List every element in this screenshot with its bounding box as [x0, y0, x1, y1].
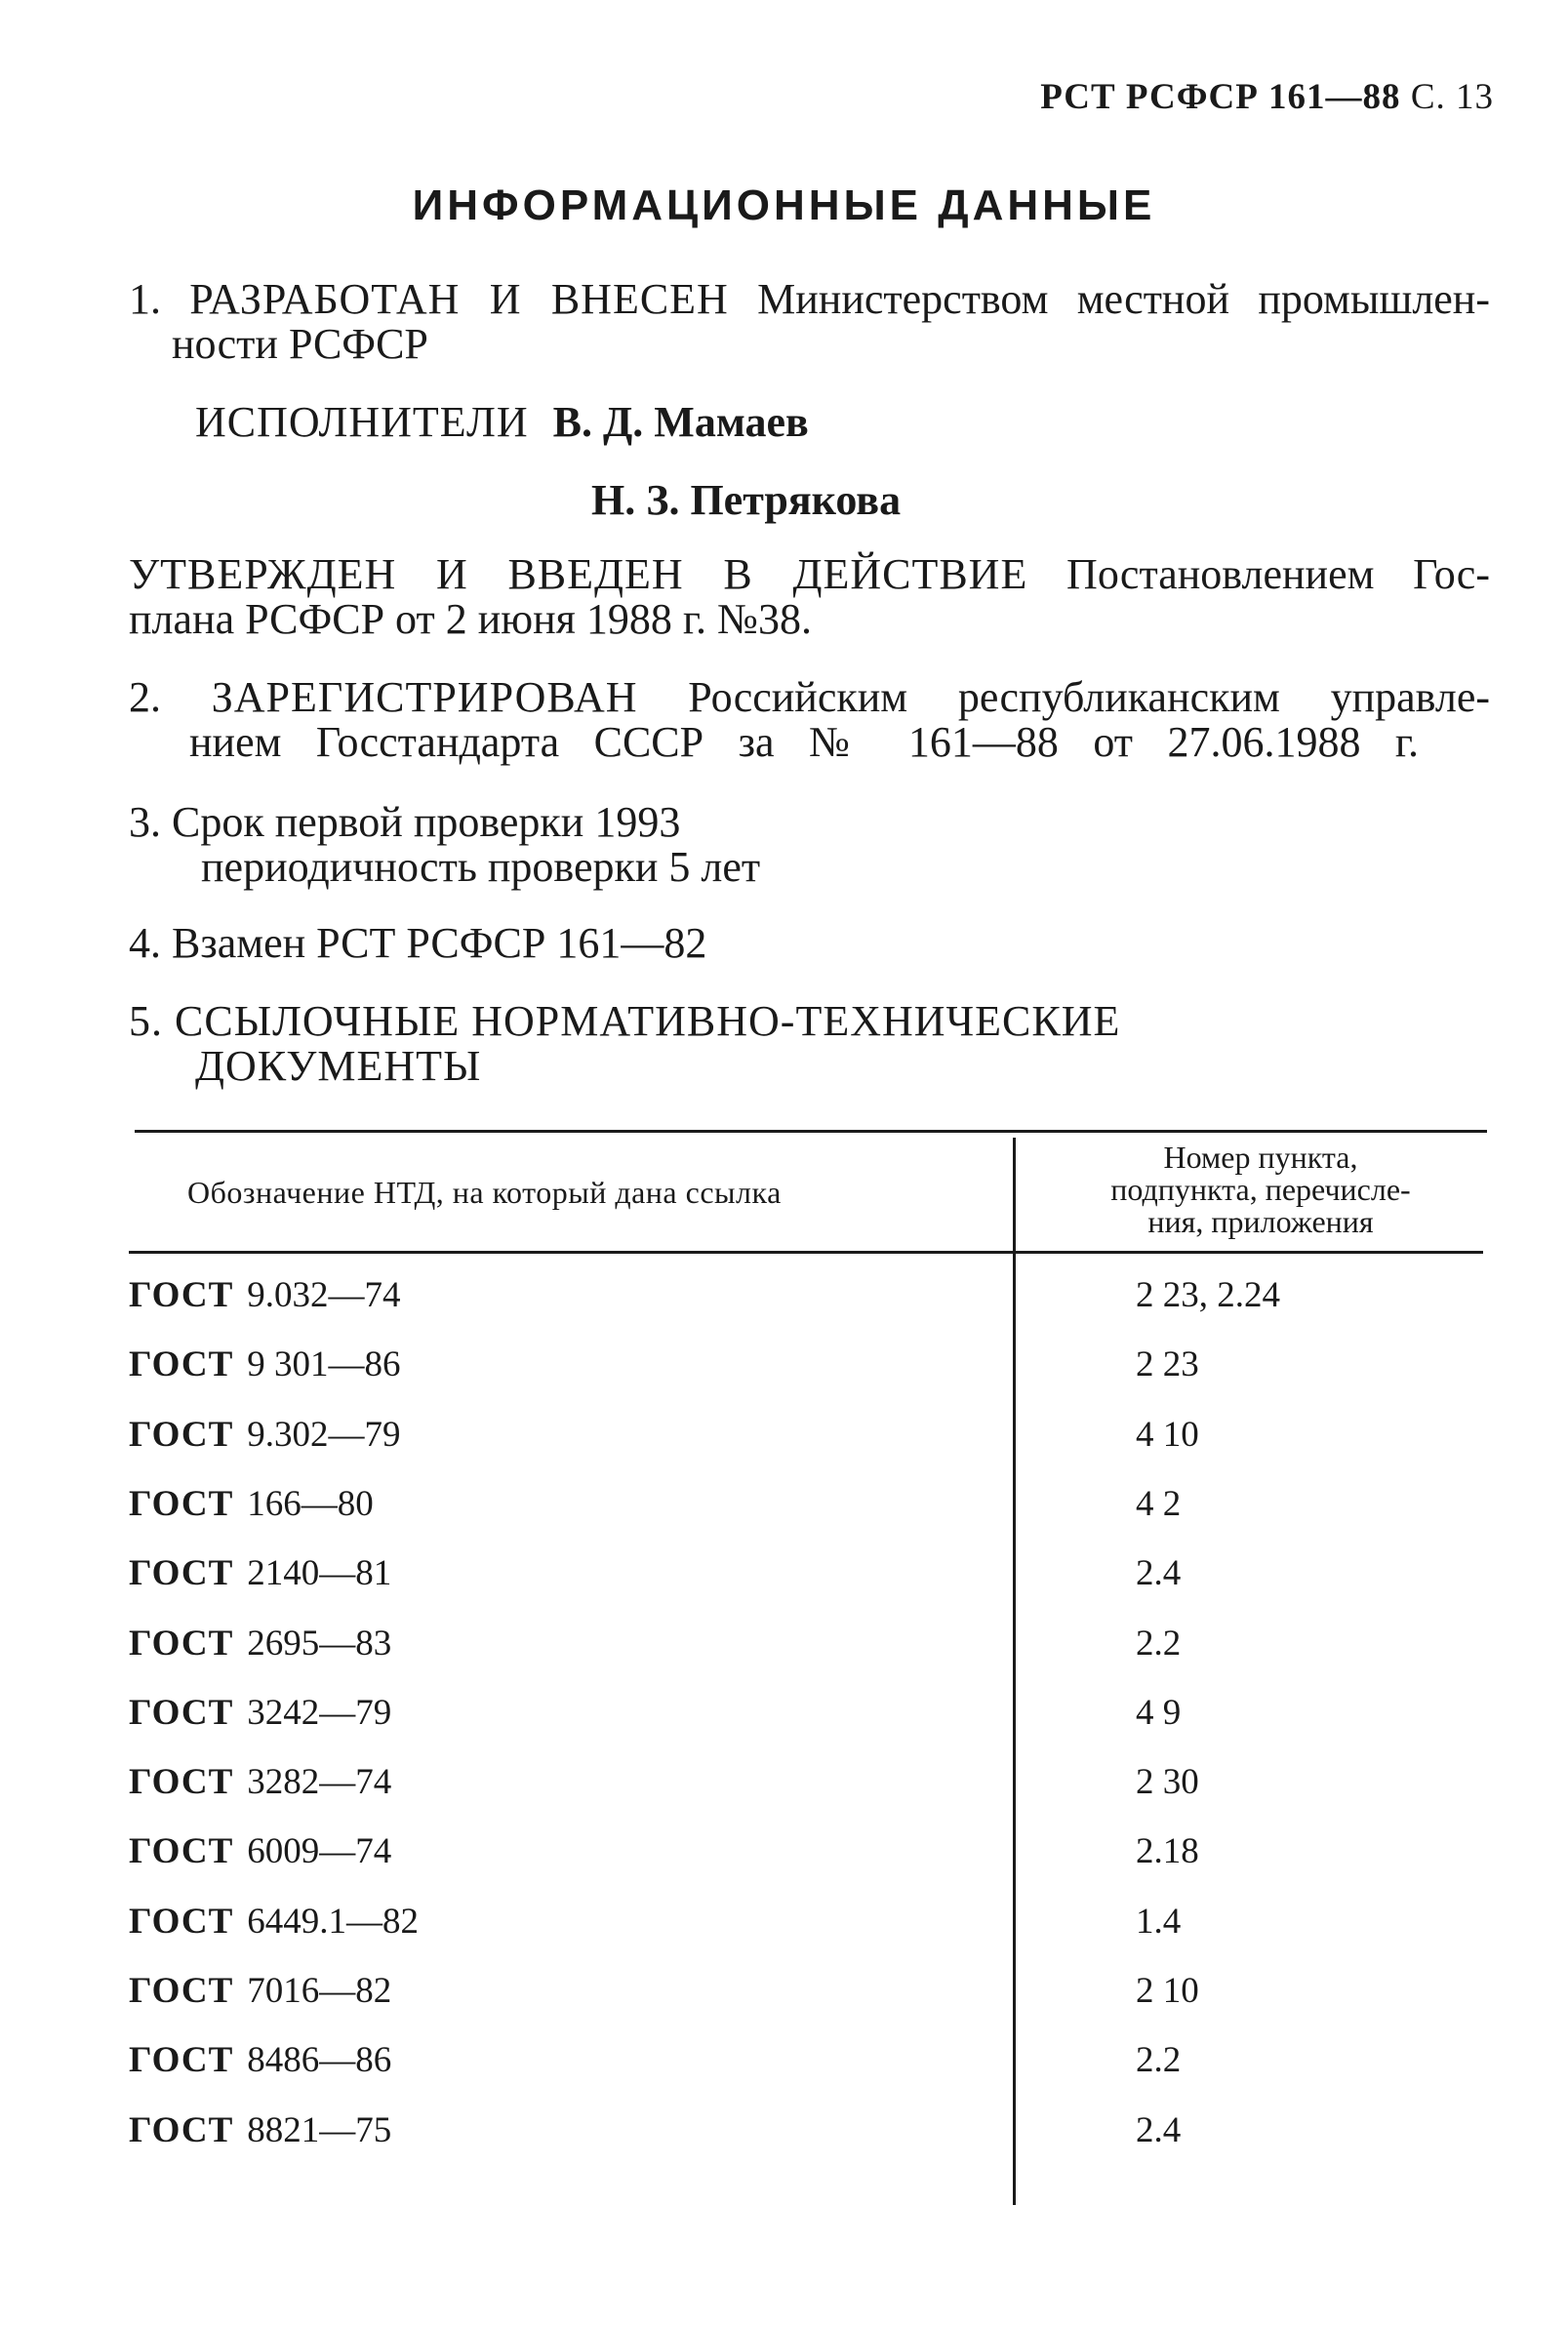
item-1-caps: РАЗРАБОТАН И ВНЕСЕН — [189, 275, 729, 323]
page-number: С. 13 — [1410, 77, 1494, 117]
table-cell-document — [129, 1414, 401, 1456]
table-row — [129, 1970, 1483, 2028]
table-cell-clause: 2 10 — [1136, 1971, 1199, 2011]
document-number: 9 301—86 — [247, 1344, 401, 1385]
table-cell-clause: 2.4 — [1136, 2109, 1182, 2150]
item-4-line1: Взамен РСТ РСФСР 161—82 — [172, 919, 707, 967]
table-row — [129, 1830, 1483, 1889]
table-row — [129, 1692, 1483, 1750]
document-number: 7016—82 — [247, 1971, 392, 2011]
document-number: 2140—81 — [247, 1553, 392, 1594]
table-cell-clause: 2.2 — [1136, 2040, 1182, 2081]
table-cell-document — [129, 1692, 391, 1734]
document-prefix: ГОСТ — [129, 1344, 234, 1385]
approved-line2: плана РСФСР от 2 июня 1988 г. №38. — [129, 595, 812, 643]
references-table — [129, 1130, 1487, 2213]
table-row — [129, 2039, 1483, 2098]
table-header-clause-line1: Номер пункта, — [1163, 1140, 1358, 1175]
approved-text: Постановлением Гос- — [1066, 550, 1490, 598]
table-row — [129, 1761, 1483, 1820]
document-prefix: ГОСТ — [129, 1414, 234, 1455]
table-row — [129, 1274, 1483, 1333]
document-number: 3242—79 — [247, 1692, 392, 1733]
item-5 — [129, 999, 1495, 1089]
table-header-clause-line3: ния, приложения — [1147, 1204, 1374, 1239]
table-row — [129, 1901, 1483, 1959]
document-prefix: ГОСТ — [129, 1692, 234, 1733]
item-1-line2: ности РСФСР — [172, 320, 428, 368]
table-header-clause-line2: подпункта, перечисле- — [1110, 1172, 1411, 1207]
item-1 — [129, 277, 1490, 367]
document-prefix: ГОСТ — [129, 1553, 234, 1594]
document-prefix: ГОСТ — [129, 1831, 234, 1872]
table-row — [129, 1623, 1483, 1681]
table-cell-clause: 4 9 — [1136, 1692, 1182, 1733]
table-header-clause — [1065, 1142, 1456, 1238]
table-cell-clause: 4 2 — [1136, 1483, 1182, 1524]
table-cell-clause: 1.4 — [1136, 1901, 1182, 1942]
item-3-line1: Срок первой проверки 1993 — [172, 798, 681, 846]
item-2-caps: ЗАРЕГИСТРИРОВАН — [211, 673, 638, 721]
document-number: 6449.1—82 — [247, 1901, 419, 1942]
table-row — [129, 1483, 1483, 1542]
approved-caps: УТВЕРЖДЕН И ВВЕДЕН В ДЕЙСТВИЕ — [129, 550, 1028, 598]
table-cell-document — [129, 1623, 391, 1664]
table-row — [129, 1414, 1483, 1472]
document-number: 8821—75 — [247, 2109, 392, 2150]
table-cell-clause: 2.2 — [1136, 1623, 1182, 1664]
table-cell-document — [129, 1830, 391, 1872]
table-cell-document — [129, 2109, 391, 2151]
document-number: 6009—74 — [247, 1831, 392, 1872]
document-prefix: ГОСТ — [129, 2040, 234, 2081]
item-2-text: Российским республиканским управле- — [688, 673, 1491, 721]
performers — [195, 400, 1464, 445]
document-number: 3282—74 — [247, 1762, 392, 1803]
item-1-number: 1. — [129, 275, 161, 323]
item-5-line1: ССЫЛОЧНЫЕ НОРМАТИВНО-ТЕХНИЧЕСКИЕ — [175, 997, 1121, 1045]
document-number: 2695—83 — [247, 1623, 392, 1664]
table-cell-clause: 4 10 — [1136, 1414, 1199, 1455]
table-cell-clause: 2.18 — [1136, 1831, 1199, 1872]
performers-label: ИСПОЛНИТЕЛИ — [195, 398, 529, 446]
standard-number: РСТ РСФСР 161—88 — [1040, 77, 1401, 117]
table-cell-clause: 2 23 — [1136, 1344, 1199, 1385]
item-4-number: 4. — [129, 919, 161, 967]
item-3-number: 3. — [129, 798, 161, 846]
item-1-text: Министерством местной промышлен- — [757, 275, 1491, 323]
item-5-number: 5. — [129, 997, 163, 1045]
document-number: 9.032—74 — [247, 1275, 401, 1315]
document-number: 9.302—79 — [247, 1414, 401, 1455]
document-prefix: ГОСТ — [129, 2109, 234, 2150]
table-cell-document — [129, 1343, 401, 1385]
table-cell-document — [129, 2039, 391, 2081]
table-cell-clause: 2 30 — [1136, 1762, 1199, 1803]
item-4 — [129, 921, 706, 966]
item-2-number: 2. — [129, 673, 161, 721]
table-cell-document — [129, 1901, 419, 1943]
item-5-line2: ДОКУМЕНТЫ — [195, 1042, 482, 1090]
item-3 — [129, 800, 1397, 890]
document-prefix: ГОСТ — [129, 1623, 234, 1664]
page-header — [1040, 76, 1494, 118]
document-prefix: ГОСТ — [129, 1901, 234, 1942]
table-row — [129, 1343, 1483, 1402]
table-cell-clause: 2.4 — [1136, 1553, 1182, 1594]
table-cell-clause: 2 23, 2.24 — [1136, 1275, 1280, 1315]
document-prefix: ГОСТ — [129, 1762, 234, 1803]
item-2-line2: нием Госстандарта СССР за № 161—88 от 27.06.1988 г. — [189, 718, 1419, 766]
page-title: ИНФОРМАЦИОННЫЕ ДАННЫЕ — [412, 181, 1156, 229]
document-prefix: ГОСТ — [129, 1483, 234, 1524]
performer-1: В. Д. Мамаев — [552, 398, 809, 446]
item-2 — [129, 675, 1490, 765]
table-row — [129, 1552, 1483, 1611]
document-number: 8486—86 — [247, 2040, 392, 2081]
document-number: 166—80 — [247, 1483, 374, 1524]
table-cell-document — [129, 1970, 391, 2012]
approved — [129, 552, 1490, 642]
document-prefix: ГОСТ — [129, 1971, 234, 2011]
table-cell-document — [129, 1552, 391, 1594]
performer-2: Н. З. Петрякова — [591, 476, 902, 524]
table-cell-document — [129, 1761, 391, 1803]
table-header-rule — [129, 1251, 1483, 1254]
item-3-line2: периодичность проверки 5 лет — [201, 843, 761, 891]
table-top-rule — [135, 1130, 1487, 1133]
document-prefix: ГОСТ — [129, 1275, 234, 1315]
table-row — [129, 2109, 1483, 2168]
table-cell-document — [129, 1274, 401, 1316]
table-cell-document — [129, 1483, 374, 1525]
table-header-document: Обозначение НТД, на который дана ссылка — [187, 1175, 782, 1210]
